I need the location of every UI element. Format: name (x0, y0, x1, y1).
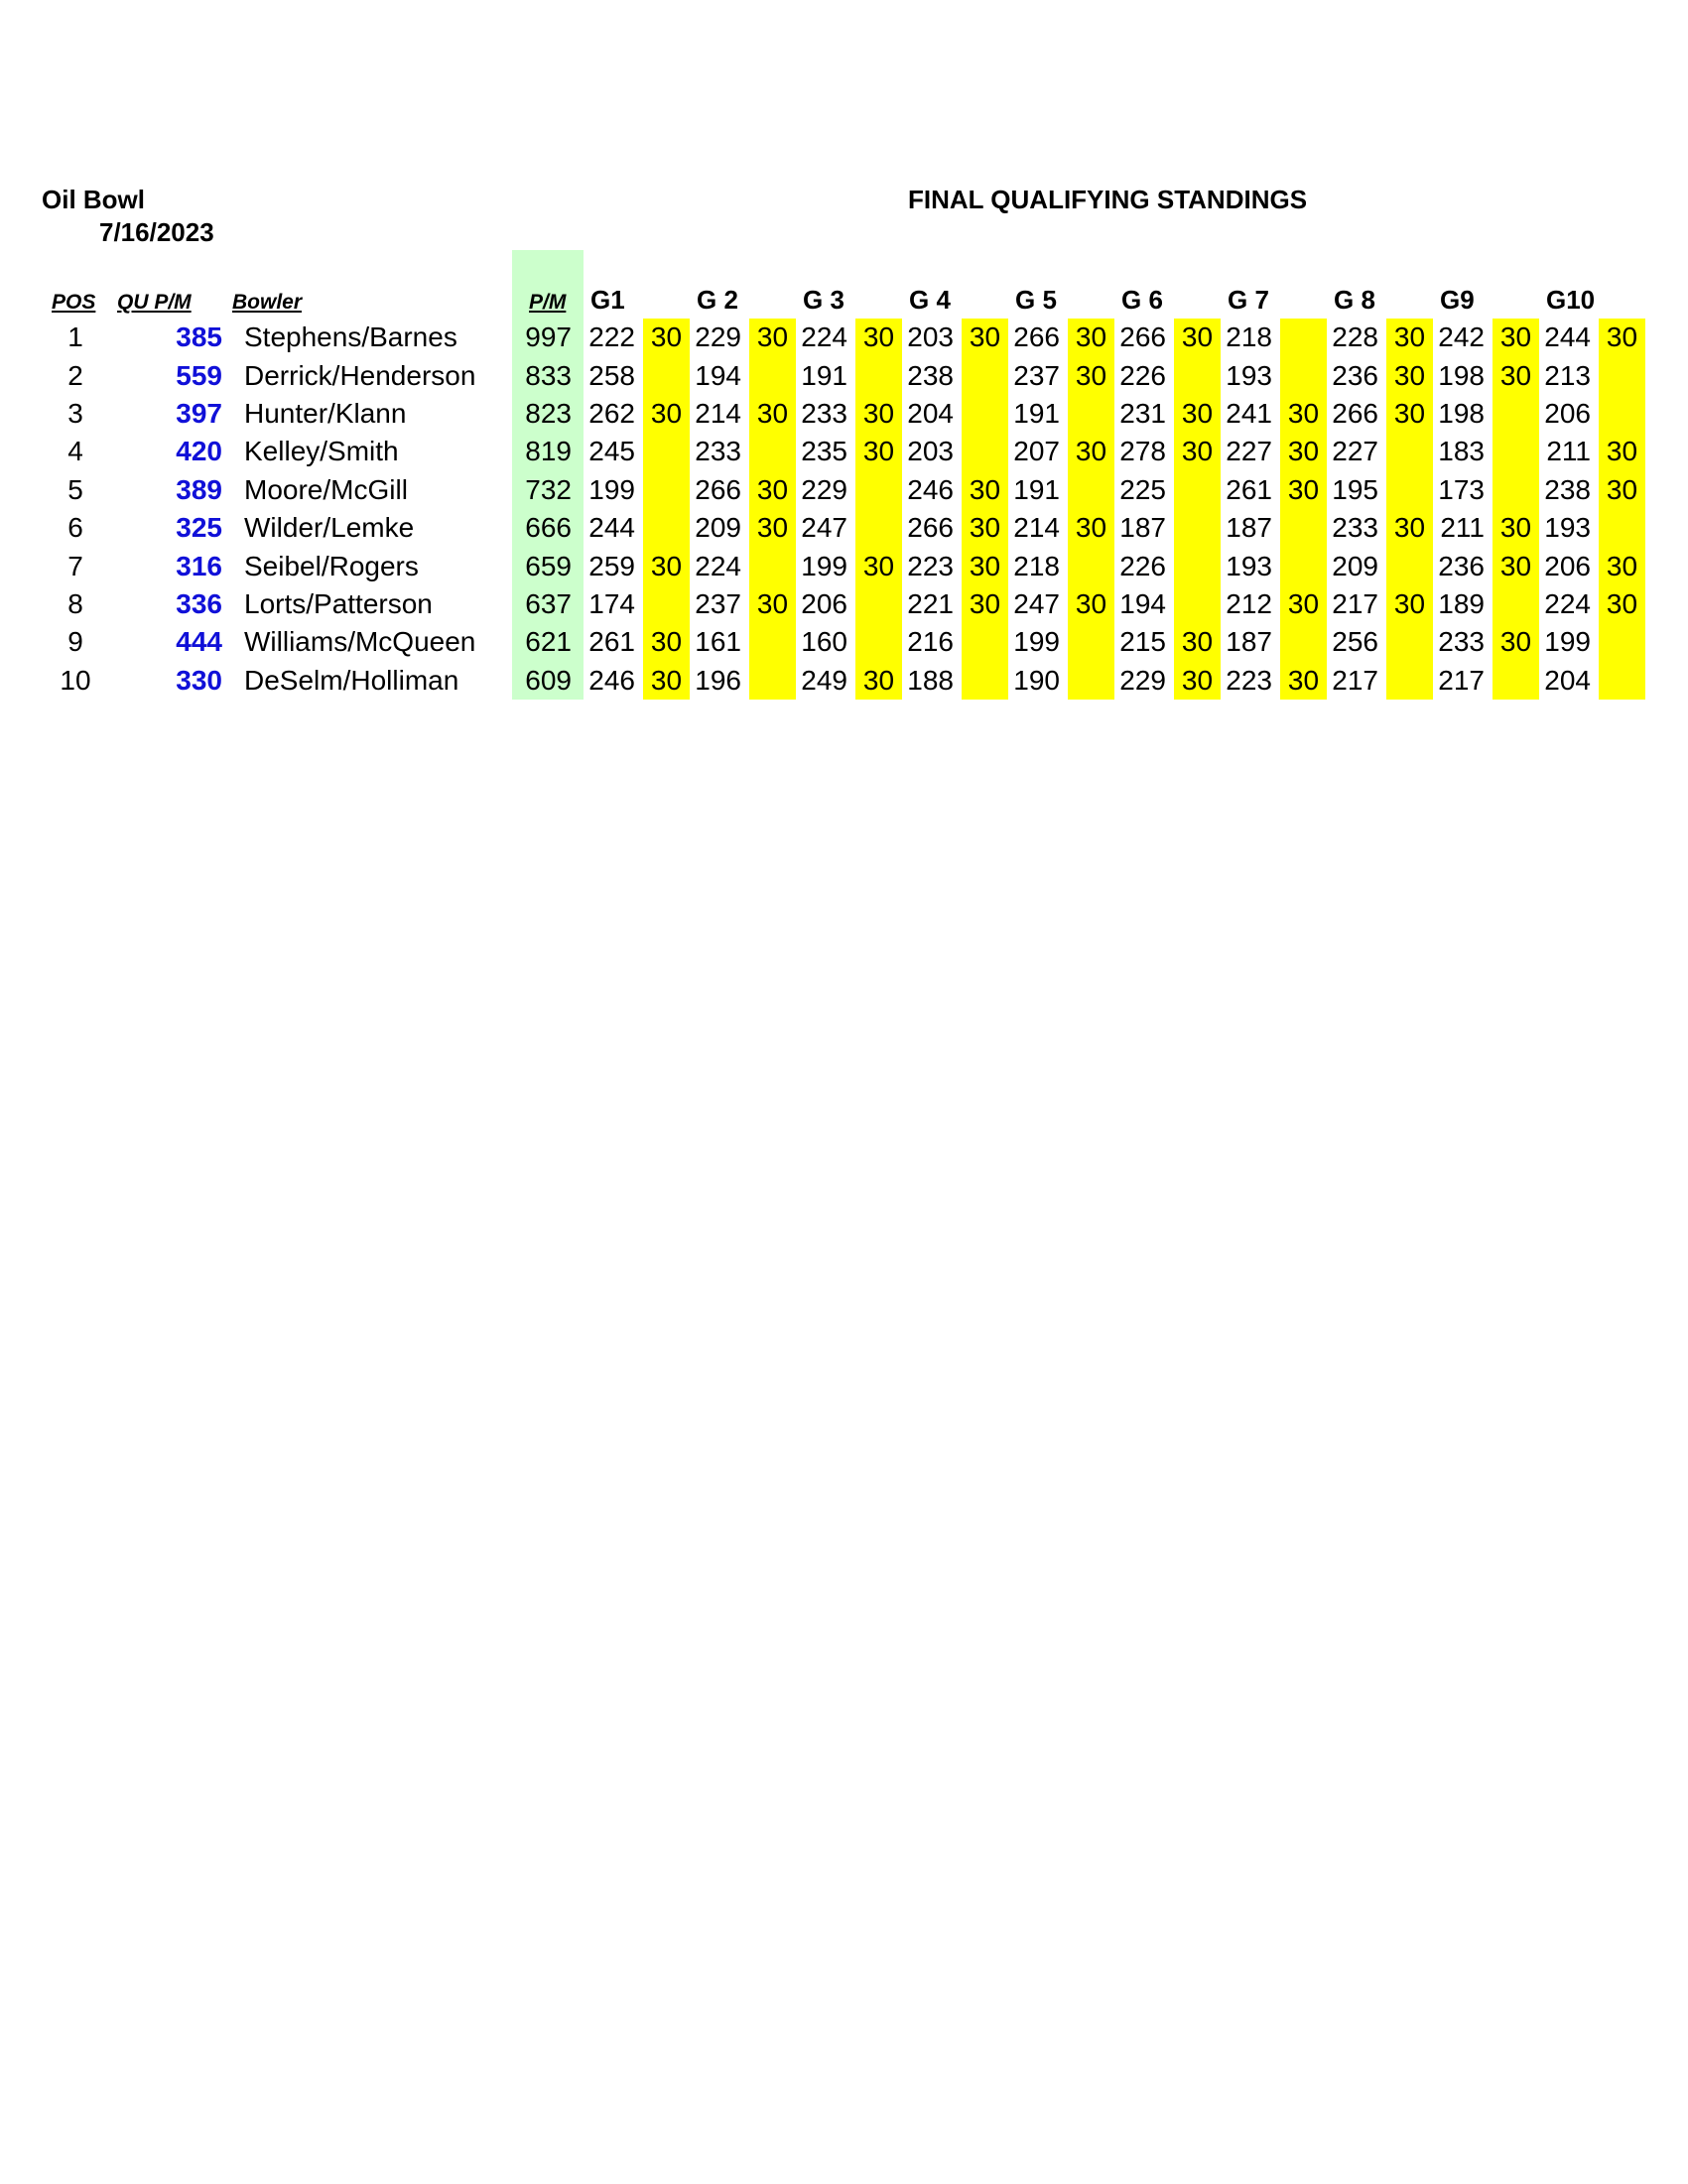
event-date: 7/16/2023 (99, 217, 214, 247)
header-game-8: G 8 (1334, 285, 1375, 315)
game-bonus-cell (1174, 509, 1221, 547)
table-row (40, 356, 1645, 394)
game-bonus-cell: 30 (1174, 395, 1221, 433)
game-bonus-cell (1599, 509, 1645, 547)
position-cell: 2 (67, 359, 83, 391)
game-bonus-cell (1599, 623, 1645, 661)
game-score-cell: 161 (695, 626, 741, 658)
table-row (40, 662, 1645, 700)
game-score-cell: 214 (695, 397, 741, 429)
game-score-cell: 244 (588, 512, 635, 544)
table-row (40, 585, 1645, 623)
game-bonus-cell: 30 (749, 471, 796, 509)
game-score-cell: 193 (1226, 359, 1272, 391)
game-score-cell: 223 (1226, 664, 1272, 696)
game-score-cell: 261 (588, 626, 635, 658)
game-bonus-cell: 30 (1280, 662, 1327, 700)
header-bowler: Bowler (232, 291, 303, 314)
table-row (40, 623, 1645, 661)
position-cell: 7 (67, 550, 83, 581)
game-bonus-cell (1068, 662, 1114, 700)
bowler-name-cell: Lorts/Patterson (244, 587, 433, 619)
game-bonus-cell: 30 (962, 509, 1008, 547)
game-bonus-cell (749, 356, 796, 394)
game-score-cell: 249 (801, 664, 847, 696)
table-row (40, 433, 1645, 470)
game-bonus-cell: 30 (749, 585, 796, 623)
table-row (40, 471, 1645, 509)
game-bonus-cell (749, 662, 796, 700)
game-score-cell: 193 (1544, 512, 1591, 544)
game-score-cell: 203 (907, 436, 954, 467)
game-score-cell: 233 (1438, 626, 1485, 658)
game-bonus-cell: 30 (1280, 395, 1327, 433)
game-bonus-cell (1599, 356, 1645, 394)
game-bonus-cell (1599, 395, 1645, 433)
pm-total-cell: 819 (512, 433, 584, 470)
game-bonus-cell (1493, 662, 1539, 700)
game-score-cell: 246 (588, 664, 635, 696)
game-score-cell: 228 (1332, 321, 1378, 353)
game-bonus-cell (1386, 623, 1433, 661)
header-game-1: G1 (590, 285, 625, 315)
game-score-cell: 224 (801, 321, 847, 353)
game-score-cell: 196 (695, 664, 741, 696)
bowler-name-cell: Seibel/Rogers (244, 550, 419, 581)
game-bonus-cell (855, 471, 902, 509)
table-row (40, 509, 1645, 547)
pm-total-cell: 659 (512, 547, 584, 584)
qu-pm-cell: 559 (176, 359, 222, 391)
bowler-name-cell: DeSelm/Holliman (244, 664, 459, 696)
game-bonus-cell: 30 (1068, 356, 1114, 394)
game-score-cell: 227 (1332, 436, 1378, 467)
game-score-cell: 209 (695, 512, 741, 544)
game-score-cell: 244 (1544, 321, 1591, 353)
game-score-cell: 224 (1544, 587, 1591, 619)
header-game-9: G9 (1440, 285, 1475, 315)
game-score-cell: 238 (1544, 473, 1591, 505)
game-bonus-cell (749, 623, 796, 661)
game-bonus-cell (643, 471, 690, 509)
game-bonus-cell: 30 (1386, 585, 1433, 623)
game-score-cell: 266 (1013, 321, 1060, 353)
game-score-cell: 183 (1438, 436, 1485, 467)
game-bonus-cell (1068, 395, 1114, 433)
game-score-cell: 191 (1013, 397, 1060, 429)
pm-total-cell: 833 (512, 356, 584, 394)
game-bonus-cell (1068, 471, 1114, 509)
position-cell: 3 (67, 397, 83, 429)
game-score-cell: 198 (1438, 359, 1485, 391)
game-bonus-cell: 30 (1386, 319, 1433, 356)
header-game-2: G 2 (697, 285, 738, 315)
game-bonus-cell (855, 585, 902, 623)
game-score-cell: 204 (1544, 664, 1591, 696)
pm-total-cell: 666 (512, 509, 584, 547)
game-bonus-cell: 30 (1280, 471, 1327, 509)
qu-pm-cell: 397 (176, 397, 222, 429)
game-score-cell: 226 (1119, 550, 1166, 581)
game-bonus-cell (1493, 585, 1539, 623)
game-bonus-cell: 30 (962, 585, 1008, 623)
position-cell: 6 (67, 512, 83, 544)
game-score-cell: 247 (1013, 587, 1060, 619)
game-bonus-cell: 30 (1068, 433, 1114, 470)
header-qu-pm: QU P/M (117, 291, 192, 314)
game-bonus-cell: 30 (1386, 356, 1433, 394)
game-score-cell: 189 (1438, 587, 1485, 619)
game-score-cell: 198 (1438, 397, 1485, 429)
pm-total-cell: 609 (512, 662, 584, 700)
game-score-cell: 199 (588, 473, 635, 505)
game-bonus-cell: 30 (1386, 509, 1433, 547)
game-bonus-cell: 30 (1493, 319, 1539, 356)
game-score-cell: 214 (1013, 512, 1060, 544)
game-bonus-cell (1174, 547, 1221, 584)
game-bonus-cell: 30 (1174, 319, 1221, 356)
game-bonus-cell (1280, 547, 1327, 584)
game-score-cell: 174 (588, 587, 635, 619)
game-bonus-cell: 30 (1174, 433, 1221, 470)
game-bonus-cell: 30 (962, 319, 1008, 356)
game-score-cell: 194 (1119, 587, 1166, 619)
game-score-cell: 199 (1013, 626, 1060, 658)
game-bonus-cell (1386, 433, 1433, 470)
game-score-cell: 222 (588, 321, 635, 353)
game-bonus-cell: 30 (1280, 433, 1327, 470)
game-score-cell: 231 (1119, 397, 1166, 429)
game-score-cell: 190 (1013, 664, 1060, 696)
game-score-cell: 209 (1332, 550, 1378, 581)
game-score-cell: 217 (1332, 587, 1378, 619)
game-score-cell: 227 (1226, 436, 1272, 467)
qu-pm-cell: 336 (176, 587, 222, 619)
game-score-cell: 191 (1013, 473, 1060, 505)
game-bonus-cell (1068, 547, 1114, 584)
game-score-cell: 188 (907, 664, 954, 696)
game-bonus-cell: 30 (643, 547, 690, 584)
game-bonus-cell (855, 623, 902, 661)
position-cell: 4 (67, 436, 83, 467)
game-score-cell: 262 (588, 397, 635, 429)
pm-total-cell: 823 (512, 395, 584, 433)
qu-pm-cell: 330 (176, 664, 222, 696)
game-bonus-cell: 30 (962, 547, 1008, 584)
game-score-cell: 235 (801, 436, 847, 467)
game-bonus-cell: 30 (1599, 319, 1645, 356)
game-bonus-cell: 30 (643, 662, 690, 700)
header-game-10: G10 (1546, 285, 1596, 315)
game-bonus-cell (1386, 662, 1433, 700)
header-game-5: G 5 (1015, 285, 1057, 315)
game-score-cell: 233 (695, 436, 741, 467)
header-game-4: G 4 (909, 285, 951, 315)
game-score-cell: 224 (695, 550, 741, 581)
game-bonus-cell: 30 (749, 319, 796, 356)
pm-total-cell: 621 (512, 623, 584, 661)
qu-pm-cell: 316 (176, 550, 222, 581)
game-score-cell: 256 (1332, 626, 1378, 658)
game-score-cell: 259 (588, 550, 635, 581)
game-bonus-cell (962, 433, 1008, 470)
game-score-cell: 191 (801, 359, 847, 391)
game-bonus-cell (1280, 319, 1327, 356)
game-bonus-cell: 30 (1174, 623, 1221, 661)
game-bonus-cell: 30 (1599, 433, 1645, 470)
game-bonus-cell: 30 (1068, 319, 1114, 356)
game-score-cell: 206 (1544, 397, 1591, 429)
game-score-cell: 245 (588, 436, 635, 467)
game-score-cell: 217 (1438, 664, 1485, 696)
game-bonus-cell (1280, 356, 1327, 394)
game-score-cell: 258 (588, 359, 635, 391)
position-cell: 5 (67, 473, 83, 505)
game-bonus-cell (855, 356, 902, 394)
game-bonus-cell: 30 (1599, 585, 1645, 623)
game-score-cell: 212 (1226, 587, 1272, 619)
game-bonus-cell: 30 (1493, 356, 1539, 394)
game-bonus-cell: 30 (1068, 585, 1114, 623)
game-bonus-cell: 30 (962, 471, 1008, 509)
qu-pm-cell: 444 (176, 626, 222, 658)
header-pos: POS (52, 291, 96, 314)
game-score-cell: 266 (1119, 321, 1166, 353)
game-bonus-cell: 30 (643, 319, 690, 356)
bowler-name-cell: Stephens/Barnes (244, 321, 457, 353)
game-score-cell: 211 (1546, 436, 1591, 467)
game-bonus-cell: 30 (643, 395, 690, 433)
game-score-cell: 207 (1013, 436, 1060, 467)
game-bonus-cell: 30 (1493, 509, 1539, 547)
position-cell: 9 (67, 626, 83, 658)
game-bonus-cell: 30 (1386, 395, 1433, 433)
game-bonus-cell (643, 356, 690, 394)
game-score-cell: 221 (907, 587, 954, 619)
qu-pm-cell: 325 (176, 512, 222, 544)
game-score-cell: 238 (907, 359, 954, 391)
game-bonus-cell (1174, 585, 1221, 623)
game-score-cell: 206 (801, 587, 847, 619)
game-bonus-cell (643, 585, 690, 623)
game-score-cell: 237 (1013, 359, 1060, 391)
game-bonus-cell (1174, 356, 1221, 394)
game-score-cell: 233 (801, 397, 847, 429)
qu-pm-cell: 420 (176, 436, 222, 467)
position-cell: 1 (67, 321, 83, 353)
position-cell: 10 (60, 664, 91, 696)
report-title: FINAL QUALIFYING STANDINGS (908, 185, 1308, 214)
game-bonus-cell: 30 (643, 623, 690, 661)
game-score-cell: 261 (1226, 473, 1272, 505)
header-game-7: G 7 (1228, 285, 1269, 315)
header-pm: P/M (529, 291, 567, 314)
game-bonus-cell (962, 662, 1008, 700)
game-score-cell: 193 (1226, 550, 1272, 581)
bowler-name-cell: Williams/McQueen (244, 626, 476, 658)
bowler-name-cell: Kelley/Smith (244, 436, 399, 467)
game-score-cell: 195 (1332, 473, 1378, 505)
game-score-cell: 236 (1438, 550, 1485, 581)
game-score-cell: 233 (1332, 512, 1378, 544)
game-bonus-cell: 30 (749, 395, 796, 433)
bowler-name-cell: Hunter/Klann (244, 397, 407, 429)
game-score-cell: 204 (907, 397, 954, 429)
game-score-cell: 173 (1438, 473, 1485, 505)
game-bonus-cell: 30 (855, 433, 902, 470)
game-score-cell: 226 (1119, 359, 1166, 391)
pm-total-cell: 637 (512, 585, 584, 623)
game-score-cell: 229 (695, 321, 741, 353)
game-bonus-cell: 30 (1599, 471, 1645, 509)
game-score-cell: 223 (907, 550, 954, 581)
game-score-cell: 211 (1440, 512, 1485, 544)
game-bonus-cell: 30 (855, 395, 902, 433)
game-score-cell: 199 (1544, 626, 1591, 658)
game-score-cell: 217 (1332, 664, 1378, 696)
game-bonus-cell: 30 (1068, 509, 1114, 547)
game-score-cell: 246 (907, 473, 954, 505)
game-bonus-cell: 30 (855, 662, 902, 700)
game-score-cell: 187 (1226, 626, 1272, 658)
game-bonus-cell: 30 (1174, 662, 1221, 700)
game-score-cell: 215 (1119, 626, 1166, 658)
game-bonus-cell (1386, 547, 1433, 584)
game-bonus-cell: 30 (855, 547, 902, 584)
game-bonus-cell (643, 509, 690, 547)
pm-total-cell: 732 (512, 471, 584, 509)
game-score-cell: 199 (801, 550, 847, 581)
game-score-cell: 218 (1013, 550, 1060, 581)
bowler-name-cell: Derrick/Henderson (244, 359, 476, 391)
game-bonus-cell: 30 (1493, 547, 1539, 584)
game-bonus-cell: 30 (1493, 623, 1539, 661)
game-score-cell: 229 (801, 473, 847, 505)
bowler-name-cell: Wilder/Lemke (244, 512, 415, 544)
game-score-cell: 242 (1438, 321, 1485, 353)
event-name: Oil Bowl (42, 185, 145, 214)
qu-pm-cell: 385 (176, 321, 222, 353)
game-bonus-cell (1386, 471, 1433, 509)
game-bonus-cell (1599, 662, 1645, 700)
game-bonus-cell (1068, 623, 1114, 661)
game-bonus-cell (1174, 471, 1221, 509)
game-score-cell: 266 (907, 512, 954, 544)
game-score-cell: 206 (1544, 550, 1591, 581)
game-score-cell: 213 (1544, 359, 1591, 391)
standings-table (40, 319, 1645, 700)
game-bonus-cell: 30 (855, 319, 902, 356)
game-score-cell: 237 (695, 587, 741, 619)
game-score-cell: 160 (801, 626, 847, 658)
game-bonus-cell (1493, 395, 1539, 433)
game-bonus-cell (855, 509, 902, 547)
table-row (40, 319, 1645, 356)
position-cell: 8 (67, 587, 83, 619)
game-bonus-cell (962, 395, 1008, 433)
table-row (40, 547, 1645, 584)
game-score-cell: 266 (1332, 397, 1378, 429)
game-score-cell: 229 (1119, 664, 1166, 696)
game-bonus-cell (1280, 623, 1327, 661)
game-bonus-cell (749, 433, 796, 470)
game-bonus-cell (1280, 509, 1327, 547)
game-score-cell: 216 (907, 626, 954, 658)
game-bonus-cell: 30 (1599, 547, 1645, 584)
game-score-cell: 266 (695, 473, 741, 505)
game-score-cell: 218 (1226, 321, 1272, 353)
game-bonus-cell (1493, 433, 1539, 470)
pm-total-cell: 997 (512, 319, 584, 356)
game-bonus-cell: 30 (749, 509, 796, 547)
table-row (40, 395, 1645, 433)
game-score-cell: 236 (1332, 359, 1378, 391)
game-score-cell: 241 (1226, 397, 1272, 429)
qu-pm-cell: 389 (176, 473, 222, 505)
game-bonus-cell (962, 356, 1008, 394)
game-score-cell: 225 (1119, 473, 1166, 505)
bowler-name-cell: Moore/McGill (244, 473, 408, 505)
game-score-cell: 194 (695, 359, 741, 391)
game-score-cell: 278 (1119, 436, 1166, 467)
game-bonus-cell (962, 623, 1008, 661)
game-bonus-cell (1493, 471, 1539, 509)
game-score-cell: 187 (1119, 512, 1166, 544)
header-game-6: G 6 (1121, 285, 1163, 315)
header-game-3: G 3 (803, 285, 844, 315)
game-score-cell: 247 (801, 512, 847, 544)
game-score-cell: 203 (907, 321, 954, 353)
game-bonus-cell (643, 433, 690, 470)
game-bonus-cell: 30 (1280, 585, 1327, 623)
game-bonus-cell (749, 547, 796, 584)
game-score-cell: 187 (1226, 512, 1272, 544)
